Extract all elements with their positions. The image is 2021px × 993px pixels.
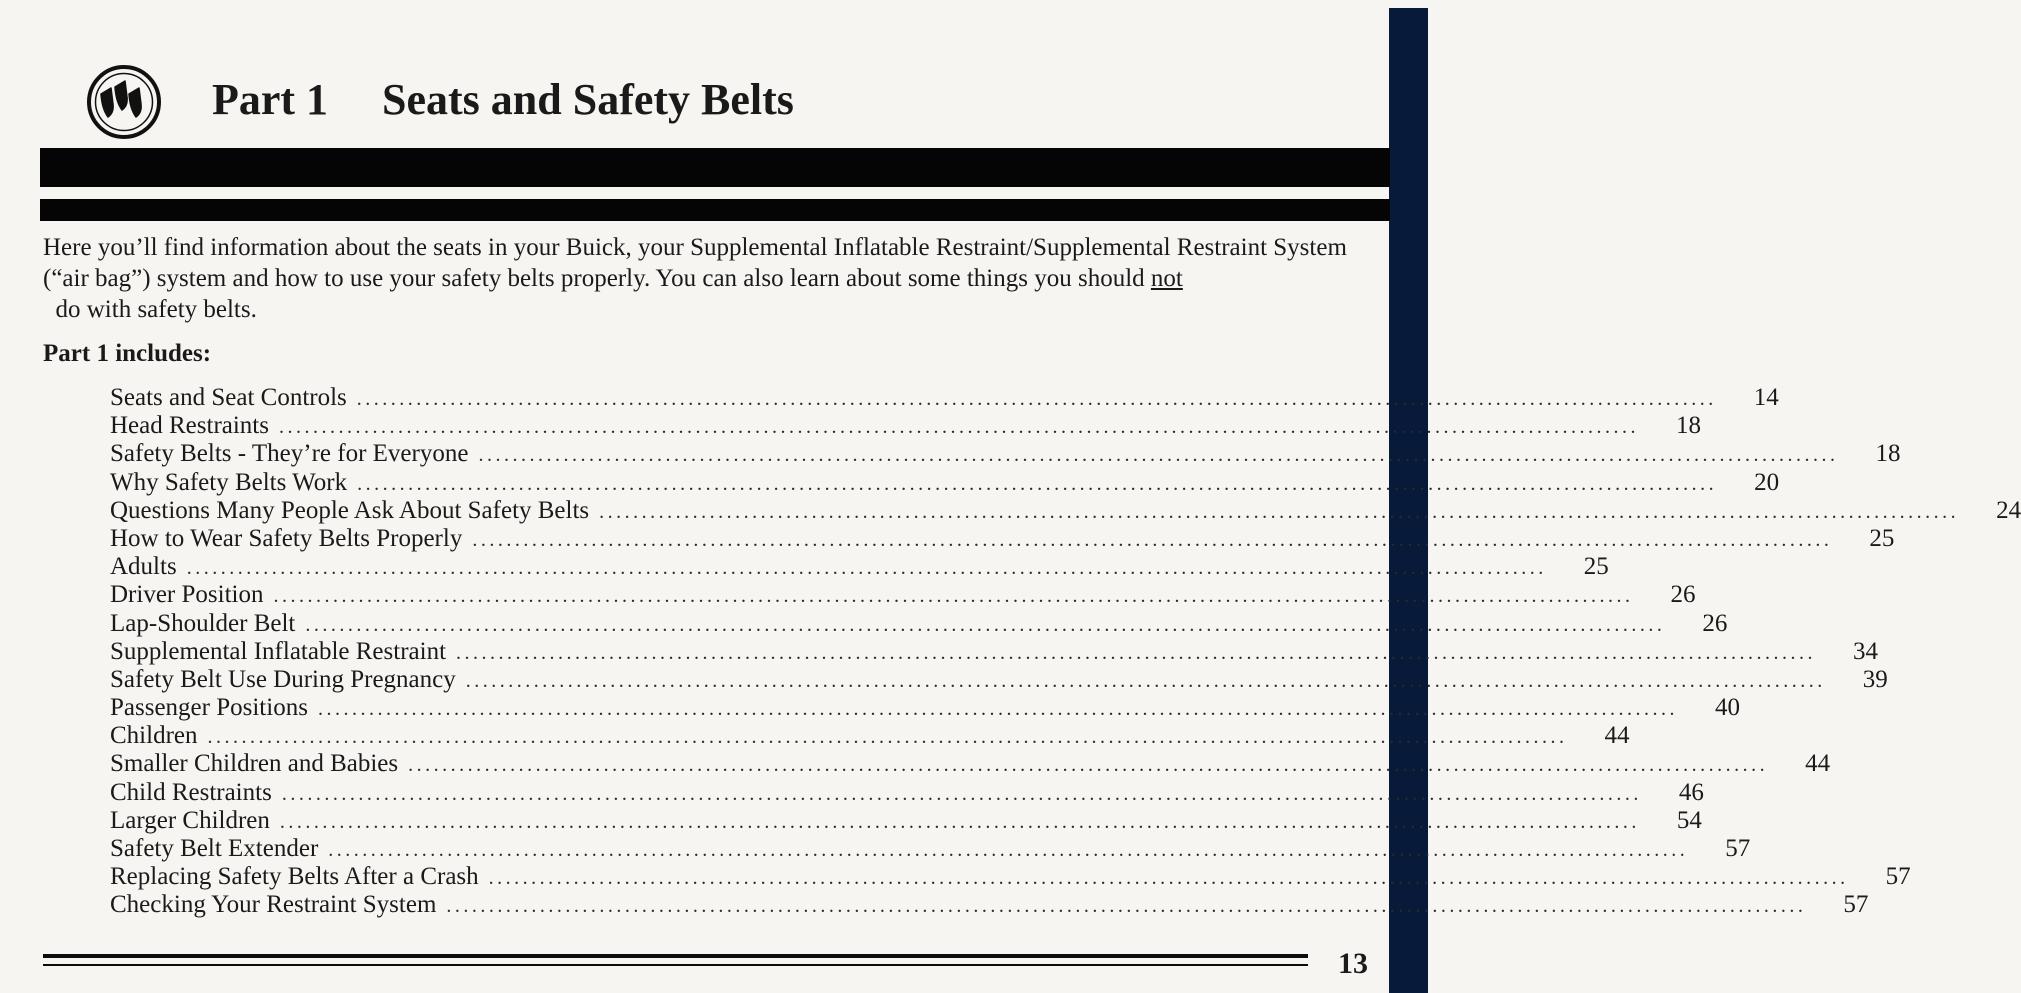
toc-entry: [110, 665, 1888, 694]
intro-text-start: Here you’ll find information about the seats in your Buick, your Supplemental Inflatable Restraint/Supplemental Restraint System (“air bag”) system and how to use your safety belts properly. You can also learn about some things you should: [43, 234, 1347, 292]
toc-leader-dots: ................................................................................................................................................................: [356, 388, 1717, 410]
toc-leader-dots: ................................................................................................................................................................: [278, 416, 1639, 439]
toc-entry-title: Safety Belts - They’re for Everyone: [110, 440, 469, 468]
toc-entry-title: Adults: [110, 553, 177, 581]
toc-entry-title: Why Safety Belts Work: [110, 468, 348, 496]
toc-entry-page: 57: [1885, 863, 1911, 891]
toc-entry-title: How to Wear Safety Belts Properly: [110, 524, 463, 552]
toc-entry-title: Supplemental Inflatable Restraint: [110, 637, 447, 665]
toc-entry-page: 24: [1996, 496, 2021, 524]
toc-entry-page: 40: [1714, 694, 1740, 722]
toc-entry-title: Lap-Shoulder Belt: [110, 609, 296, 637]
toc-entry: [110, 637, 1879, 666]
toc-entry-page: 26: [1670, 581, 1696, 609]
toc-entry: [110, 496, 2021, 525]
includes-heading: Part 1 includes:: [43, 340, 212, 367]
toc-leader-dots: ................................................................................................................................................................: [207, 726, 1568, 749]
toc-leader-dots: ................................................................................................................................................................: [186, 557, 1547, 580]
toc-leader-dots: ................................................................................................................................................................: [357, 472, 1718, 495]
toc-entry-title: Larger Children: [110, 806, 270, 834]
page-title: Seats and Safety Belts: [382, 75, 794, 124]
toc-leader-dots: ................................................................................................................................................................: [279, 810, 1640, 833]
toc-entry-page: 54: [1676, 806, 1702, 834]
toc-entry: [110, 835, 1751, 863]
toc-entry-page: 46: [1678, 778, 1704, 806]
toc-leader-dots: ................................................................................................................................................................: [456, 641, 1817, 664]
toc-leader-dots: ................................................................................................................................................................: [488, 867, 1849, 890]
toc-entry: [110, 581, 1696, 609]
toc-entry-title: Driver Position: [110, 581, 264, 609]
toc-leader-dots: ................................................................................................................................................................: [446, 895, 1807, 918]
toc-entry-page: 14: [1753, 384, 1779, 411]
toc-entry-page: 20: [1754, 468, 1780, 496]
header-band-thin: [40, 199, 1390, 221]
toc-entry: [110, 863, 1911, 891]
toc-entry: [110, 750, 1831, 778]
page-header: [212, 72, 794, 128]
toc-entry-title: Questions Many People Ask About Safety Belts: [110, 496, 590, 524]
toc-entry-title: Child Restraints: [110, 778, 272, 806]
intro-paragraph: [43, 232, 1378, 325]
part-label: Part 1: [212, 75, 329, 124]
toc-entry-page: 18: [1875, 440, 1901, 468]
toc-entry-page: 18: [1675, 412, 1701, 440]
toc-entry-title: Children: [110, 722, 198, 750]
toc-entry-title: Safety Belt Extender: [110, 835, 319, 862]
toc-entry-title: Seats and Seat Controls: [110, 384, 347, 411]
table-of-contents: [110, 384, 2021, 920]
toc-leader-dots: ................................................................................................................................................................: [478, 444, 1839, 467]
toc-entry-page: 57: [1843, 891, 1869, 919]
buick-logo-icon: [86, 64, 162, 140]
page-number: 13: [1338, 947, 1368, 980]
toc-leader-dots: ................................................................................................................................................................: [472, 528, 1833, 551]
toc-entry: [110, 412, 1701, 440]
toc-entry-page: 39: [1862, 665, 1888, 693]
intro-underlined-word: not: [1150, 265, 1183, 292]
toc-leader-dots: ................................................................................................................................................................: [328, 839, 1689, 861]
toc-entry: [110, 778, 1704, 807]
toc-leader-dots: ................................................................................................................................................................: [465, 669, 1826, 692]
toc-entry-page: 26: [1702, 609, 1728, 637]
toc-leader-dots: ................................................................................................................................................................: [281, 782, 1642, 805]
toc-entry: [110, 694, 1740, 722]
intro-text-end: do with safety belts.: [43, 296, 257, 323]
toc-entry: [110, 440, 1901, 468]
toc-entry: [110, 384, 1779, 412]
toc-entry-title: Passenger Positions: [110, 694, 308, 722]
toc-entry: [110, 891, 1869, 919]
toc-entry: [110, 806, 1702, 835]
toc-entry: [110, 524, 1895, 553]
toc-entry: [110, 553, 1609, 581]
toc-entry: [110, 609, 1728, 638]
toc-entry-page: 44: [1805, 750, 1831, 778]
toc-entry-page: 44: [1604, 722, 1630, 750]
toc-leader-dots: ................................................................................................................................................................: [408, 754, 1769, 777]
toc-entry-page: 25: [1583, 553, 1609, 581]
footer-rule-thick: [43, 954, 1308, 958]
toc-entry-page: 25: [1869, 524, 1895, 552]
toc-entry-page: 34: [1853, 637, 1879, 665]
toc-leader-dots: ................................................................................................................................................................: [317, 698, 1678, 721]
toc-entry: [110, 722, 1630, 750]
toc-entry-title: Safety Belt Use During Pregnancy: [110, 665, 456, 693]
toc-leader-dots: ................................................................................................................................................................: [273, 585, 1634, 608]
toc-entry-title: Smaller Children and Babies: [110, 750, 399, 778]
toc-leader-dots: ................................................................................................................................................................: [599, 500, 1960, 523]
toc-entry-page: 57: [1725, 835, 1751, 862]
toc-entry-title: Head Restraints: [110, 412, 269, 440]
toc-entry: [110, 468, 1780, 497]
toc-leader-dots: ................................................................................................................................................................: [305, 613, 1666, 636]
header-band-thick: [40, 148, 1390, 187]
toc-entry-title: Replacing Safety Belts After a Crash: [110, 863, 479, 891]
toc-entry-title: Checking Your Restraint System: [110, 891, 437, 919]
footer-rule-thin: [43, 964, 1308, 966]
